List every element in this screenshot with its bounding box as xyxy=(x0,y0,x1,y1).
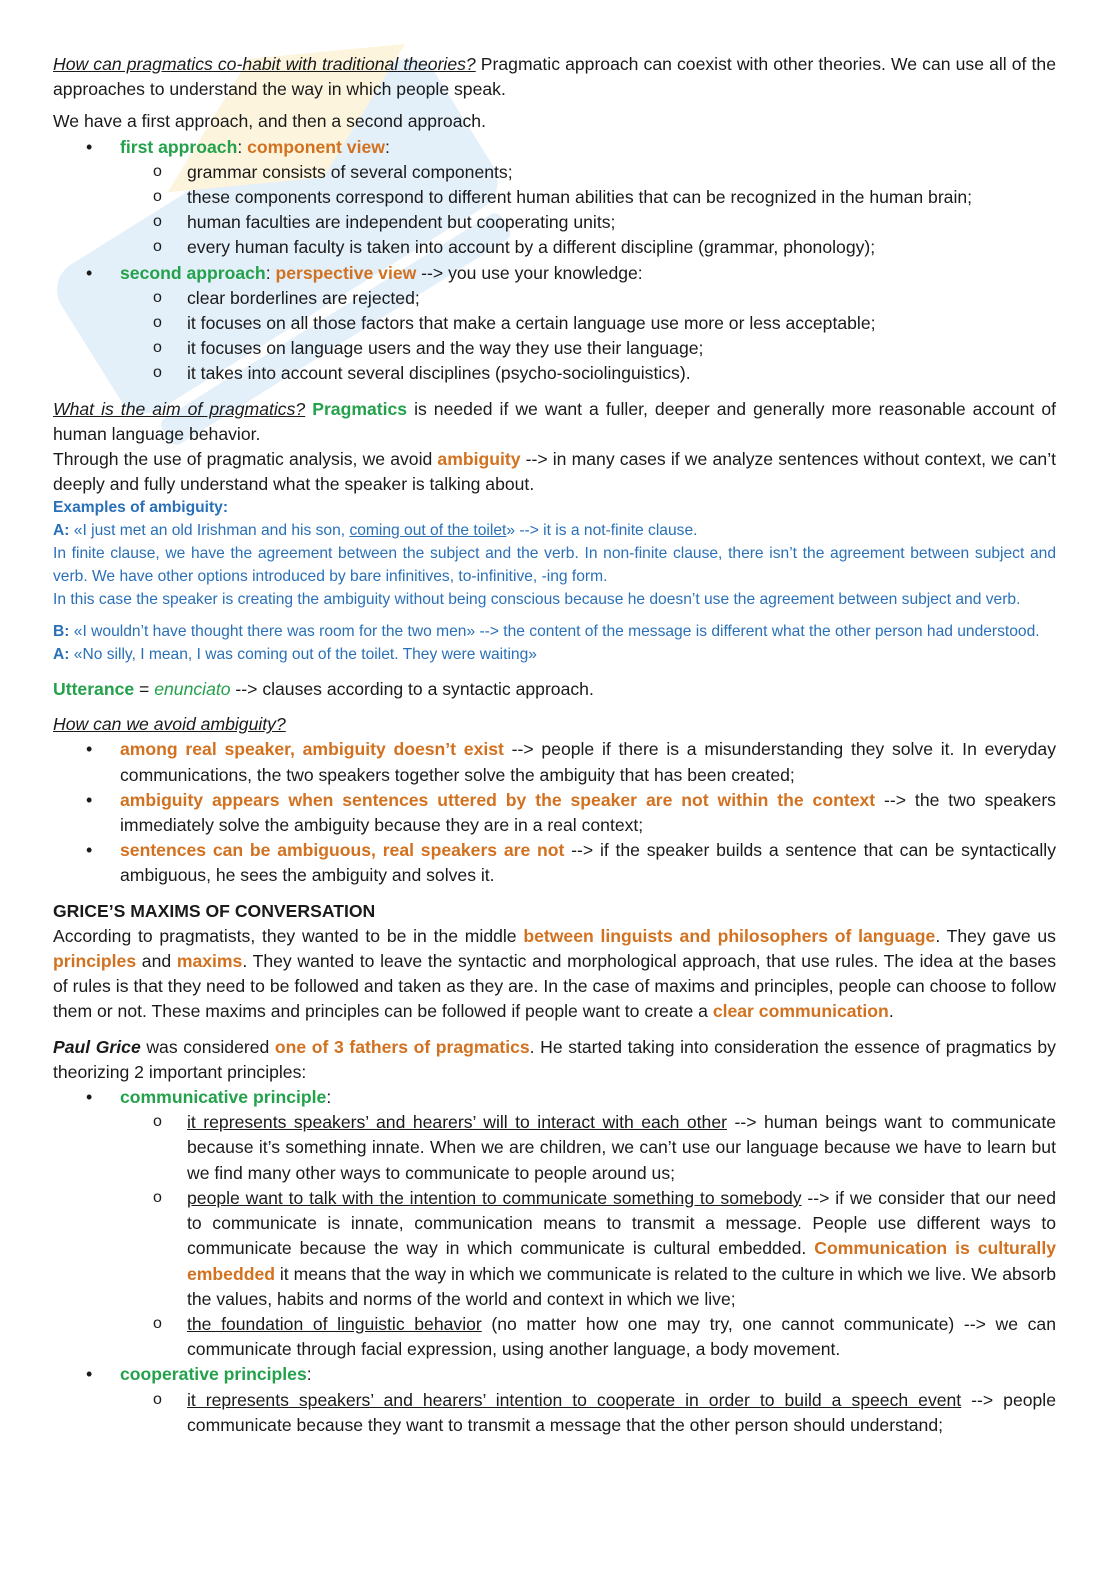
list-item: o it focuses on language users and the way they use their language; xyxy=(120,336,1056,361)
question-aim: What is the aim of pragmatics? xyxy=(53,398,306,419)
principles-list xyxy=(53,1085,1056,1438)
example-a2: A: «No silly, I mean, I was coming out of the toilet. They were waiting» xyxy=(53,646,537,664)
question-cohabit: How can pragmatics co-habit with traditional theories? xyxy=(53,54,476,74)
list-item: o these components correspond to different human abilities that can be recognized in the human brain; xyxy=(120,185,1056,210)
example-b: B: «I wouldn’t have thought there was room for the two men» --> the content of the message is different what the other person had understood. xyxy=(53,623,1040,641)
list-item: o grammar consists of several components; xyxy=(120,160,1056,185)
question-avoid: How can we avoid ambiguity? xyxy=(53,714,286,735)
list-item: • sentences can be ambiguous, real speakers are not --> if the speaker builds a sentence that can be syntactically ambiguous, he sees the ambiguity and solves it. xyxy=(53,838,1056,888)
list-item: • ambiguity appears when sentences uttered by the speaker are not within the context --> the two speakers immediately solve the ambiguity because they are in a real context; xyxy=(53,788,1056,838)
list-item: o human faculties are independent but cooperating units; xyxy=(120,210,1056,235)
paragraph-approaches: We have a first approach, and then a second approach. xyxy=(53,111,486,132)
list-item: o it takes into account several disciplines (psycho-sociolinguistics). xyxy=(120,361,1056,386)
paragraph-grice: According to pragmatists, they wanted to be in the middle between linguists and philosophers of language. They gave us principles and maxims. They wanted to leave the syntactic and morphological approach, that use rules. The idea at the bases of rules is that they need to be followed and taken as they are. In the case of maxims and principles, people can choose to follow them or not. These maxims and principles can be followed if people want to create a clear communication. xyxy=(53,925,1056,1022)
examples-block xyxy=(53,497,1056,667)
list-item: o every human faculty is taken into account by a different discipline (grammar, phonology); xyxy=(120,235,1056,260)
examples-heading: Examples of ambiguity: xyxy=(53,499,229,517)
section-heading-grice: GRICE’S MAXIMS OF CONVERSATION xyxy=(53,900,376,921)
list-item-communicative-principle: • communicative principle: o it represents speakers’ and hearers’ will to interact with each other --> human beings want to communicate because it’s something innate. When we are children, we can’t use our language because we have to learn but we find many other ways to communicate to people around us; o people want to talk with the intention to communicate something to somebody --> if we consider that our need to communicate is innate, communication means to transmit a message. People use different ways to communicate because the way in which communicate is cultural embedded. Communication is culturally embedded it means that the way in which we communicate is related to the culture in which we live. We absorb the values, habits and norms of the world and context in which we live; o the foundation of linguistic behavior (no matter how one may try, one cannot communicate) --> we can communicate through facial expression, using another language, a body movement. xyxy=(53,1085,1056,1362)
second-approach-sublist xyxy=(120,286,1056,387)
cooperative-sublist xyxy=(120,1388,1056,1438)
list-item: o people want to talk with the intention to communicate something to somebody --> if we consider that our need to communicate is innate, communication means to transmit a message. People use different ways to communicate because the way in which communicate is cultural embedded. Communication is culturally embedded it means that the way in which we communicate is related to the culture in which we live. We absorb the values, habits and norms of the world and context in which we live; xyxy=(120,1186,1056,1312)
list-item-first-approach: • first approach: component view: o grammar consists of several components; o these components correspond to different human abilities that can be recognized in the human brain; o human faculties are independent but cooperating units; o every human faculty is taken into account by a different discipline (grammar, phonology); xyxy=(53,135,1056,261)
list-item-cooperative-principles: • cooperative principles: o it represents speakers’ and hearers’ intention to cooperate in order to build a speech event --> people communicate because they want to transmit a message that the other person should understand; xyxy=(53,1362,1056,1438)
paragraph-paul-grice: Paul Grice was considered one of 3 fathers of pragmatics. He started taking into consideration the essence of pragmatics by theorizing 2 important principles: xyxy=(53,1036,1056,1082)
list-item: o it represents speakers’ and hearers’ will to interact with each other --> human beings want to communicate because it’s something innate. When we are children, we can’t use our language because we have to learn but we find many other ways to communicate to people around us; xyxy=(120,1110,1056,1186)
paragraph-intro: How can pragmatics co-habit with traditional theories? Pragmatic approach can coexist with other theories. We can use all of the approaches to understand the way in which people speak. xyxy=(53,54,1056,100)
list-item: o it represents speakers’ and hearers’ intention to cooperate in order to build a speech event --> people communicate because they want to transmit a message that the other person should understand; xyxy=(120,1388,1056,1438)
document-page xyxy=(53,52,1056,1438)
paragraph-ambiguity: Through the use of pragmatic analysis, we avoid ambiguity --> in many cases if we analyze sentences without context, we can’t deeply and fully understand what the speaker is talking about. xyxy=(53,449,1056,495)
approaches-list xyxy=(53,135,1056,387)
list-item-second-approach: • second approach: perspective view --> you use your knowledge: o clear borderlines are rejected; o it focuses on all those factors that make a certain language use more or less acceptable; o it focuses on language users and the way they use their language; o it takes into account several disciplines (psycho-sociolinguistics). xyxy=(53,261,1056,387)
paragraph-aim: What is the aim of pragmatics? Pragmatics is needed if we want a fuller, deeper and generally more reasonable account of human language behavior. xyxy=(53,398,1056,444)
list-item: o it focuses on all those factors that make a certain language use more or less acceptable; xyxy=(120,311,1056,336)
list-item: o the foundation of linguistic behavior (no matter how one may try, one cannot communicate) --> we can communicate through facial expression, using another language, a body movement. xyxy=(120,1312,1056,1362)
avoid-list xyxy=(53,737,1056,888)
first-approach-sublist xyxy=(120,160,1056,261)
example-a1: A: «I just met an old Irishman and his son, coming out of the toilet» --> it is a not-finite clause. xyxy=(53,522,698,540)
list-item: • among real speaker, ambiguity doesn’t exist --> people if there is a misunderstanding they solve it. In everyday communications, the two speakers together solve the ambiguity that has been created; xyxy=(53,737,1056,787)
example-case: In this case the speaker is creating the ambiguity without being conscious because he doesn’t use the agreement between subject and verb. xyxy=(53,590,1021,608)
paragraph-utterance: Utterance = enunciato --> clauses according to a syntactic approach. xyxy=(53,679,594,700)
list-item: o clear borderlines are rejected; xyxy=(120,286,1056,311)
example-finite: In finite clause, we have the agreement between the subject and the verb. In non-finite clause, there isn’t the agreement between subject and verb. We have other options introduced by bare infinitives, to-infinitive, -ing form. xyxy=(53,545,1056,585)
communicative-sublist xyxy=(120,1110,1056,1362)
